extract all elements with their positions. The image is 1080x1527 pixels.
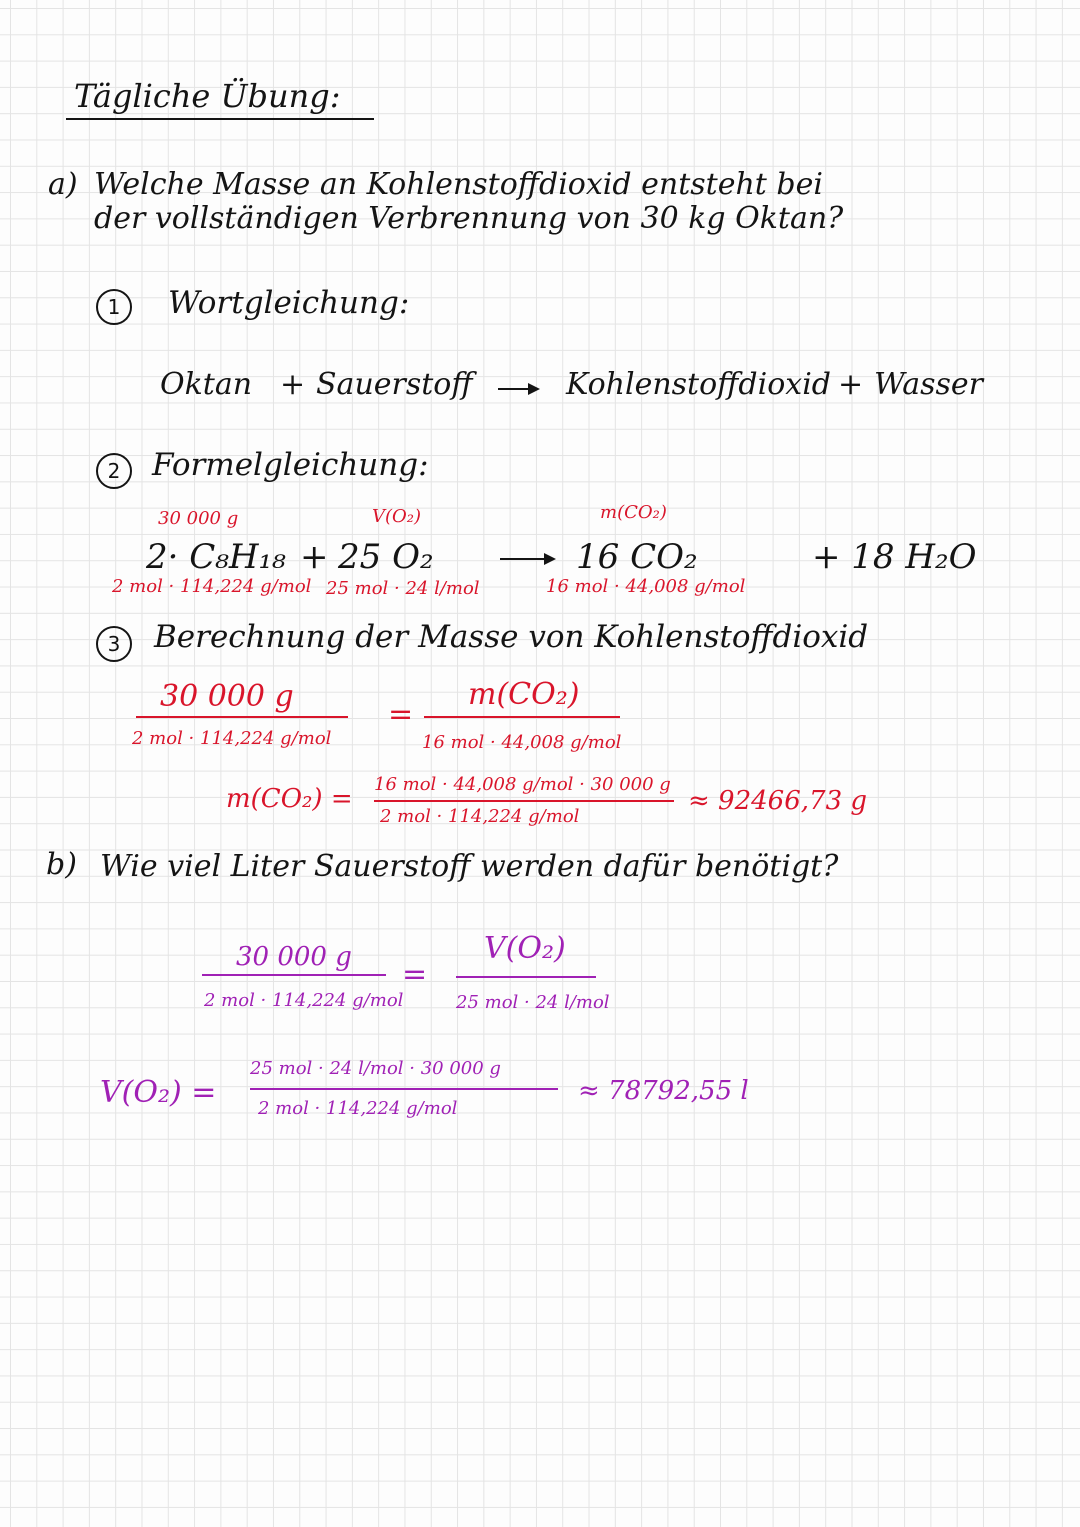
step-2-number: 2 (96, 453, 132, 489)
term-oxygen: 25 O₂ (338, 537, 434, 577)
question-a-line2: der vollständigen Verbrennung von 30 kg Oktan? (94, 201, 844, 236)
b-right-fraction-bar (456, 976, 596, 978)
s3-result-denominator: 2 mol · 114,224 g/mol (380, 806, 580, 827)
word-plus-2: + (838, 367, 864, 402)
b-result-denominator: 2 mol · 114,224 g/mol (258, 1098, 458, 1119)
below-co2: 16 mol · 44,008 g/mol (546, 576, 746, 597)
s3-left-numerator: 30 000 g (160, 679, 294, 714)
question-a-line1: Welche Masse an Kohlenstoffdioxid entsteht bei (94, 167, 823, 202)
above-octane: 30 000 g (158, 508, 239, 529)
word-plus-1: + (280, 367, 306, 402)
b-result-lhs: V(O₂) = (100, 1075, 217, 1110)
word-oxygen: Sauerstoff (316, 367, 473, 402)
s3-right-fraction-bar (424, 716, 620, 718)
b-equals: = (402, 957, 428, 992)
term-octane: 2· C₈H₁₈ (146, 537, 286, 577)
s3-left-fraction-bar (136, 716, 348, 718)
below-octane: 2 mol · 114,224 g/mol (112, 576, 312, 597)
b-right-denominator: 25 mol · 24 l/mol (456, 992, 610, 1013)
question-b-text: Wie viel Liter Sauerstoff werden dafür benötigt? (100, 849, 839, 884)
step-2-heading: Formelgleichung: (152, 447, 429, 483)
word-water: Wasser (874, 367, 983, 402)
s3-left-denominator: 2 mol · 114,224 g/mol (132, 728, 332, 749)
b-right-numerator: V(O₂) (484, 931, 566, 966)
term-water: + 18 H₂O (812, 537, 977, 577)
question-b-label: b) (46, 847, 77, 882)
step-3-heading: Berechnung der Masse von Kohlenstoffdioxid (154, 619, 869, 655)
s3-right-numerator: m(CO₂) (468, 677, 580, 712)
formula-arrow-icon (500, 558, 554, 560)
above-co2: m(CO₂) (600, 502, 667, 523)
s3-right-denominator: 16 mol · 44,008 g/mol (422, 732, 622, 753)
b-left-fraction-bar (202, 974, 386, 976)
step-1-heading: Wortgleichung: (168, 285, 410, 321)
question-a-label: a) (48, 167, 78, 202)
word-equation-arrow-icon (498, 388, 538, 390)
b-left-denominator: 2 mol · 114,224 g/mol (204, 990, 404, 1011)
s3-result-fraction-bar (374, 800, 674, 802)
word-co2: Kohlenstoffdioxid (566, 367, 832, 402)
title-underline (66, 118, 374, 120)
b-result-value: ≈ 78792,55 l (578, 1076, 749, 1106)
term-co2: 16 CO₂ (576, 537, 698, 577)
above-oxygen: V(O₂) (372, 506, 422, 527)
s3-result-value: ≈ 92466,73 g (688, 786, 868, 816)
b-result-numerator: 25 mol · 24 l/mol · 30 000 g (250, 1058, 501, 1079)
step-3-number: 3 (96, 626, 132, 662)
s3-equals: = (388, 697, 414, 732)
s3-result-lhs: m(CO₂) = (226, 784, 353, 814)
b-result-fraction-bar (250, 1088, 558, 1090)
below-oxygen: 25 mol · 24 l/mol (326, 578, 480, 599)
word-octane: Oktan (160, 367, 253, 402)
term-plus-a: + (300, 537, 329, 577)
step-1-number: 1 (96, 289, 132, 325)
s3-result-numerator: 16 mol · 44,008 g/mol · 30 000 g (374, 774, 671, 795)
page-title: Tägliche Übung: (74, 77, 341, 115)
b-left-numerator: 30 000 g (236, 942, 352, 972)
